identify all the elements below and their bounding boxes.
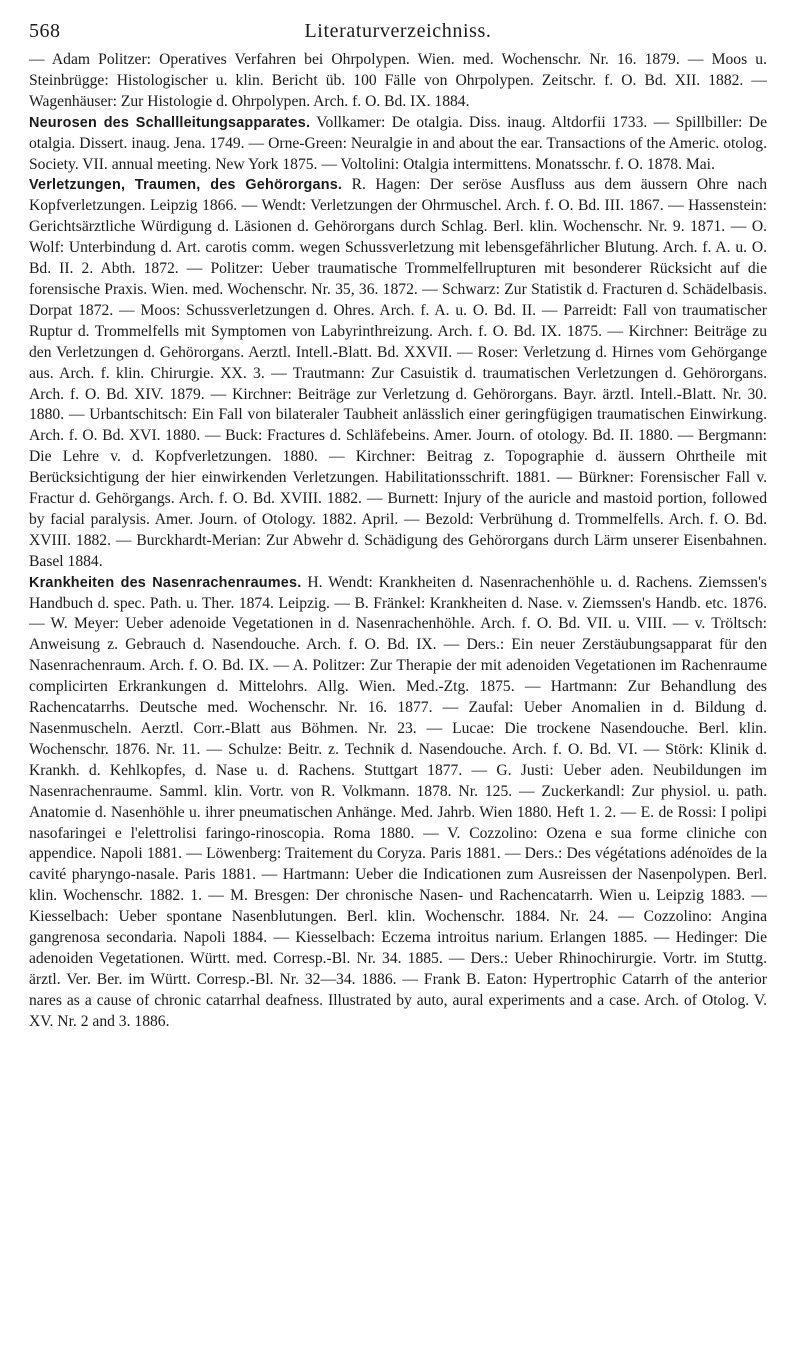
paragraph-verletzungen xyxy=(29,175,767,572)
bibliography-text xyxy=(29,50,767,1033)
section-heading: Krankheiten des Nasenrachenraumes. xyxy=(29,574,302,591)
paragraph-text: R. Hagen: Der seröse Ausfluss aus dem äussern Ohre nach Kopfverletzungen. Leipzig 1866. — Wendt: Verletzungen der Ohrmuschel. Arch. f. O. Bd. III. 1867. — Hassenstein: Gerichtsärztliche Würdigung d. Läsionen d. Gehörorgans durch Schlag. Berl. klin. Wochenschr. Nr. 9. 1871. — O. Wolf: Unterbindung d. Art. carotis comm. wegen Schussverletzung mit lebensgefährlicher Blutung. Arch. f. A. u. O. Bd. II. 2. Abth. 1872. — Politzer: Ueber traumatische Trommelfellrupturen mit besonderer Rücksicht auf die forensische Praxis. Wien. med. Wochenschr. Nr. 35, 36. 1872. — Schwarz: Zur Statistik d. Fracturen d. Schädelbasis. Dorpat 1872. — Moos: Schussverletzungen d. Ohres. Arch. f. A. u. O. Bd. II. — Parreidt: Fall von traumatischer Ruptur d. Trommelfells mit Symptomen von Labyrinthreizung. Arch. f. O. Bd. IX. 1875. — Kirchner: Beiträge zu den Verletzungen d. Gehörorgans. Aerztl. Intell.-Blatt. Bd. XXVII. — Roser: Verletzung d. Hirnes vom Gehörgange aus. Arch. f. klin. Chirurgie. XX. 3. — Trautmann: Zur Casuistik d. traumatischen Verletzungen d. Gehörorgans. Arch. f. O. Bd. XIV. 1879. — Kirchner: Beiträge zur Verletzung d. Gehörorgans. Bayr. ärztl. Intell.-Blatt. Nr. 30. 1880. — Urbantschitsch: Ein Fall von bilateraler Taubheit anlässlich einer geringfügigen traumatischen Einwirkung. Arch. f. O. Bd. XVI. 1880. — Buck: Fractures d. Schläfebeins. Amer. Journ. of otology. Bd. II. 1880. — Bergmann: Die Lehre v. d. Kopfverletzungen. 1880. — Kirchner: Beitrag z. Topographie d. äussern Ohrtheile mit Berücksichtigung der hier einwirkenden Verletzungen. Habilitationsschrift. 1881. — Bürkner: Forensischer Fall v. Fractur d. Gehörgangs. Arch. f. O. Bd. XVIII. 1882. — Burnett: Injury of the auricle and mastoid portion, followed by facial paralysis. Amer. Journ. of Otology. 1882. April. — Bezold: Verbrühung d. Trommelfells. Arch. f. O. Bd. XVIII. 1882. — Burckhardt-Merian: Zur Abwehr d. Schädigung des Gehörorgans durch Lärm unserer Eisenbahnen. Basel 1884. xyxy=(29,176,767,570)
paragraph-text: Vollkamer: De otalgia. Diss. inaug. Altdorfii 1733. — Spillbiller: De otalgia. Dissert. inaug. Jena. 1749. — Orne-Green: Neuralgie in and about the ear. Transactions of the Americ. otolog. Society. VII. annual meeting. New York 1875. — Voltolini: Otalgia intermittens. Monatsschr. f. O. 1878. Mai. xyxy=(29,113,767,173)
paragraph-neurosen xyxy=(29,113,767,176)
page-number: 568 xyxy=(29,20,61,42)
paragraph-nasenrachenraum xyxy=(29,573,767,1033)
page-header xyxy=(29,14,767,50)
paragraph-ohrpolypen xyxy=(29,50,767,113)
paragraph-text: — Adam Politzer: Operatives Verfahren bei Ohrpolypen. Wien. med. Wochenschr. Nr. 16. 1879. — Moos u. Steinbrügge: Histologischer u. klin. Bericht üb. 100 Fälle von Ohrpolypen. Zeitschr. f. O. Bd. XII. 1882. — Wagenhäuser: Zur Histologie d. Ohrpolypen. Arch. f. O. Bd. IX. 1884. xyxy=(29,51,767,110)
running-title: Literaturverzeichniss. xyxy=(304,20,492,42)
section-heading: Verletzungen, Traumen, des Gehörorgans. xyxy=(29,177,343,194)
section-heading: Neurosen des Schallleitungsapparates. xyxy=(29,114,311,131)
paragraph-text: H. Wendt: Krankheiten d. Nasenrachenhöhle u. d. Rachens. Ziemssen's Handbuch d. spec. Path. u. Ther. 1874. Leipzig. — B. Fränkel: Krankheiten d. Nase. v. Ziemssen's Handb. etc. 1876. — W. Meyer: Ueber adenoide Vegetationen in d. Nasenrachenhöhle. Arch. f. O. Bd. VII. u. VIII. — v. Tröltsch: Anweisung z. Gebrauch d. Nasendouche. Arch. f. O. Bd. IX. — Ders.: Ein neuer Zerstäubungsapparat für den Nasenrachenraum. Arch. f. O. Bd. IX. — A. Politzer: Zur Therapie der mit adenoiden Vegetationen im Rachenraume complicirten Erkrankungen d. Mittelohrs. Allg. Wien. Med.-Ztg. 1875. — Hartmann: Zur Behandlung des Rachencatarrhs. Deutsche med. Wochenschr. Nr. 16. 1877. — Zaufal: Ueber Anomalien in d. Bildung d. Nasenmuscheln. Aerztl. Corr.-Blatt aus Böhmen. Nr. 23. — Lucae: Die trockene Nasendouche. Berl. klin. Wochenschr. 1876. Nr. 11. — Schulze: Beitr. z. Technik d. Nasendouche. Arch. f. O. Bd. VI. — Störk: Klinik d. Krankh. d. Kehlkopfes, d. Nase u. d. Rachens. Stuttgart 1877. — G. Justi: Ueber aden. Neubildungen im Nasenrachenraume. Samml. klin. Vortr. von R. Volkmann. 1878. Nr. 125. — Zuckerkandl: Zur physiol. u. path. Anatomie d. Nasenhöhle u. ihrer pneumatischen Anhänge. Med. Jahrb. Wien 1880. Heft 1. 2. — E. de Rossi: I polipi nasofaringei e l'elettrolisi faringo-rinoscopia. Roma 1880. — V. Cozzolino: Ozena e sua forme cliniche con appendice. Napoli 1881. — Löwenberg: Traitement du Coryza. Paris 1881. — Ders.: Des végétations adénoïdes de la cavité pharyngo-nasale. Paris 1881. — Hartmann: Ueber die Indicationen zum Ausreissen der Nasenpolypen. Berl. klin. Wochenschr. 1882. 1. — M. Bresgen: Der chronische Nasen- und Rachencatarrh. Wien u. Leipzig 1883. — Kiesselbach: Ueber spontane Nasenblutungen. Berl. klin. Wochenschr. 1884. Nr. 24. — Cozzolino: Angina gangrenosa secondaria. Napoli 1884. — Kiesselbach: Eczema introitus narium. Erlangen 1885. — Hedinger: Die adenoiden Vegetationen. Württ. med. Corresp.-Bl. Nr. 34. 1885. — Ders.: Ueber Rhinochirurgie. Vortr. im Stuttg. ärztl. Ver. Ber. im Württ. Corresp.-Bl. Nr. 32—34. 1886. — Frank B. Eaton: Hypertrophic Catarrh of the anterior nares as a cause of chronic catarrhal deafness. Illustrated by auto, aural experiments and a case. Arch. of Otolog. V. XV. Nr. 2 and 3. 1886. xyxy=(29,573,767,1030)
